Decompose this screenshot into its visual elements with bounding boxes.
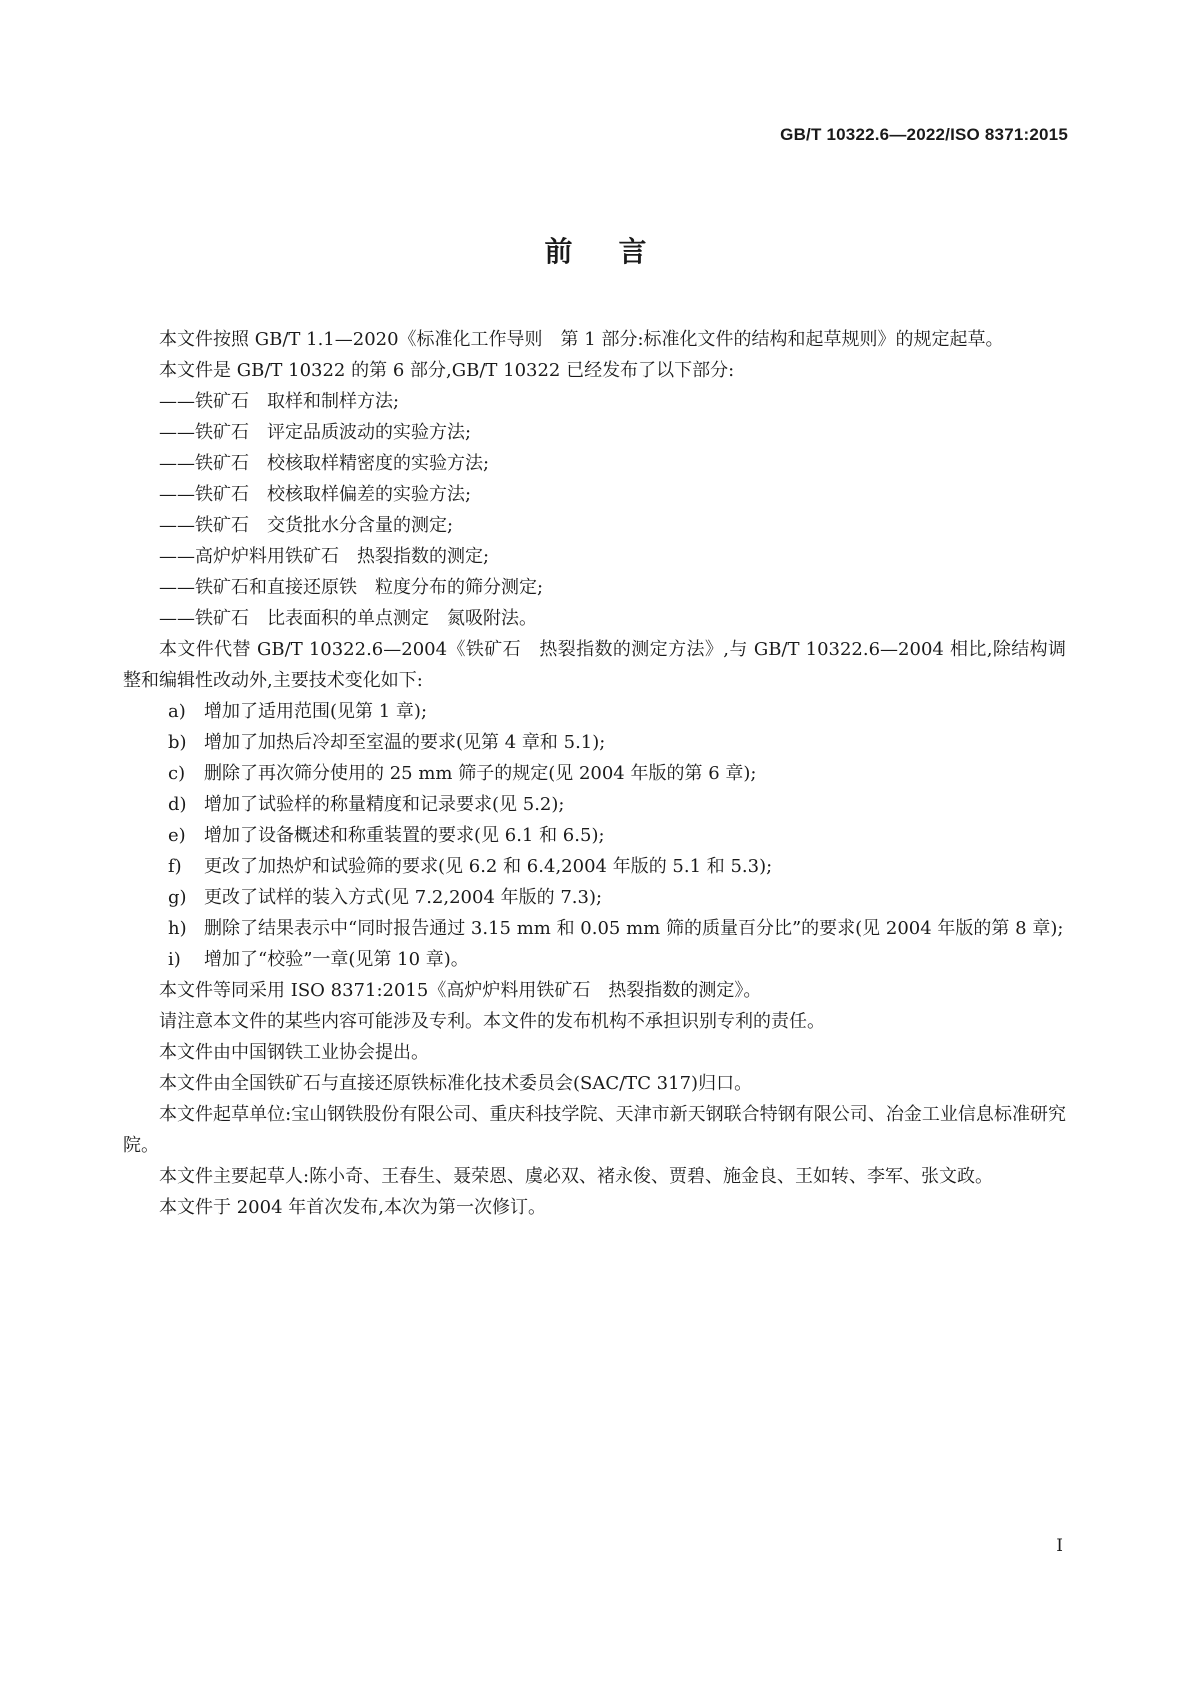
standard-code: GB/T 10322.6—2022/ISO 8371:2015 bbox=[780, 125, 1068, 144]
change-item bbox=[123, 727, 1066, 758]
paragraph-patent-notice: 请注意本文件的某些内容可能涉及专利。本文件的发布机构不承担识别专利的责任。 bbox=[159, 1011, 825, 1032]
change-text: 更改了试样的装入方式(见 7.2,2004 年版的 7.3); bbox=[204, 887, 603, 908]
change-text: 增加了“校验”一章(见第 10 章)。 bbox=[204, 949, 469, 970]
paragraph-drafting-rule: 本文件按照 GB/T 1.1—2020《标准化工作导则 第 1 部分:标准化文件的结构和起草规则》的规定起草。 bbox=[159, 329, 1004, 350]
paragraph-iso-adoption: 本文件等同采用 ISO 8371:2015《高炉炉料用铁矿石 热裂指数的测定》。 bbox=[159, 980, 762, 1001]
change-marker: a) bbox=[168, 701, 186, 722]
part-item: ——铁矿石 取样和制样方法; bbox=[159, 391, 400, 412]
foreword-body bbox=[123, 324, 1066, 1223]
part-item: ——铁矿石 校核取样偏差的实验方法; bbox=[159, 484, 472, 505]
change-item bbox=[123, 913, 1066, 944]
change-text: 增加了试验样的称量精度和记录要求(见 5.2); bbox=[204, 794, 565, 815]
paragraph-part-intro: 本文件是 GB/T 10322 的第 6 部分,GB/T 10322 已经发布了以下部分: bbox=[159, 360, 735, 381]
page-number: I bbox=[1056, 1536, 1063, 1556]
paragraph-history: 本文件于 2004 年首次发布,本次为第一次修订。 bbox=[159, 1197, 546, 1218]
part-item: ——高炉炉料用铁矿石 热裂指数的测定; bbox=[159, 546, 490, 567]
paragraph-committee: 本文件由全国铁矿石与直接还原铁标准化技术委员会(SAC/TC 317)归口。 bbox=[159, 1073, 753, 1094]
change-text: 删除了再次筛分使用的 25 mm 筛子的规定(见 2004 年版的第 6 章); bbox=[204, 763, 757, 784]
change-marker: g) bbox=[168, 887, 187, 908]
change-marker: e) bbox=[168, 825, 186, 846]
change-item bbox=[123, 851, 1066, 882]
part-item: ——铁矿石 校核取样精密度的实验方法; bbox=[159, 453, 490, 474]
page-title: 前言 bbox=[544, 235, 693, 268]
change-item bbox=[123, 758, 1066, 789]
paragraph-proposer: 本文件由中国钢铁工业协会提出。 bbox=[159, 1042, 429, 1063]
paragraph-drafting-units: 本文件起草单位:宝山钢铁股份有限公司、重庆科技学院、天津市新天钢联合特钢有限公司、冶金工业信息标准研究院。 bbox=[123, 1104, 1066, 1156]
change-text: 增加了适用范围(见第 1 章); bbox=[204, 701, 428, 722]
change-text: 更改了加热炉和试验筛的要求(见 6.2 和 6.4,2004 年版的 5.1 和 5.3); bbox=[204, 856, 773, 877]
change-item bbox=[123, 882, 1066, 913]
change-item bbox=[123, 696, 1066, 727]
part-item: ——铁矿石 评定品质波动的实验方法; bbox=[159, 422, 472, 443]
change-text: 增加了设备概述和称重装置的要求(见 6.1 和 6.5); bbox=[204, 825, 605, 846]
change-marker: i) bbox=[168, 949, 181, 970]
change-item bbox=[123, 944, 1066, 975]
change-item bbox=[123, 789, 1066, 820]
change-marker: d) bbox=[168, 794, 187, 815]
change-marker: f) bbox=[168, 856, 182, 877]
paragraph-replaces: 本文件代替 GB/T 10322.6—2004《铁矿石 热裂指数的测定方法》,与 GB/T 10322.6—2004 相比,除结构调整和编辑性改动外,主要技术变化如下: bbox=[123, 639, 1066, 691]
part-item: ——铁矿石 比表面积的单点测定 氮吸附法。 bbox=[159, 608, 537, 629]
change-marker: b) bbox=[168, 732, 187, 753]
part-item: ——铁矿石 交货批水分含量的测定; bbox=[159, 515, 454, 536]
paragraph-drafters: 本文件主要起草人:陈小奇、王春生、聂荣恩、虞必双、褚永俊、贾碧、施金良、王如转、李军、张文政。 bbox=[159, 1166, 994, 1187]
change-text: 删除了结果表示中“同时报告通过 3.15 mm 和 0.05 mm 筛的质量百分比”的要求(见 2004 年版的第 8 章); bbox=[204, 918, 1064, 939]
change-text: 增加了加热后冷却至室温的要求(见第 4 章和 5.1); bbox=[204, 732, 606, 753]
change-marker: h) bbox=[168, 918, 187, 939]
change-item bbox=[123, 820, 1066, 851]
change-marker: c) bbox=[168, 763, 186, 784]
part-item: ——铁矿石和直接还原铁 粒度分布的筛分测定; bbox=[159, 577, 544, 598]
